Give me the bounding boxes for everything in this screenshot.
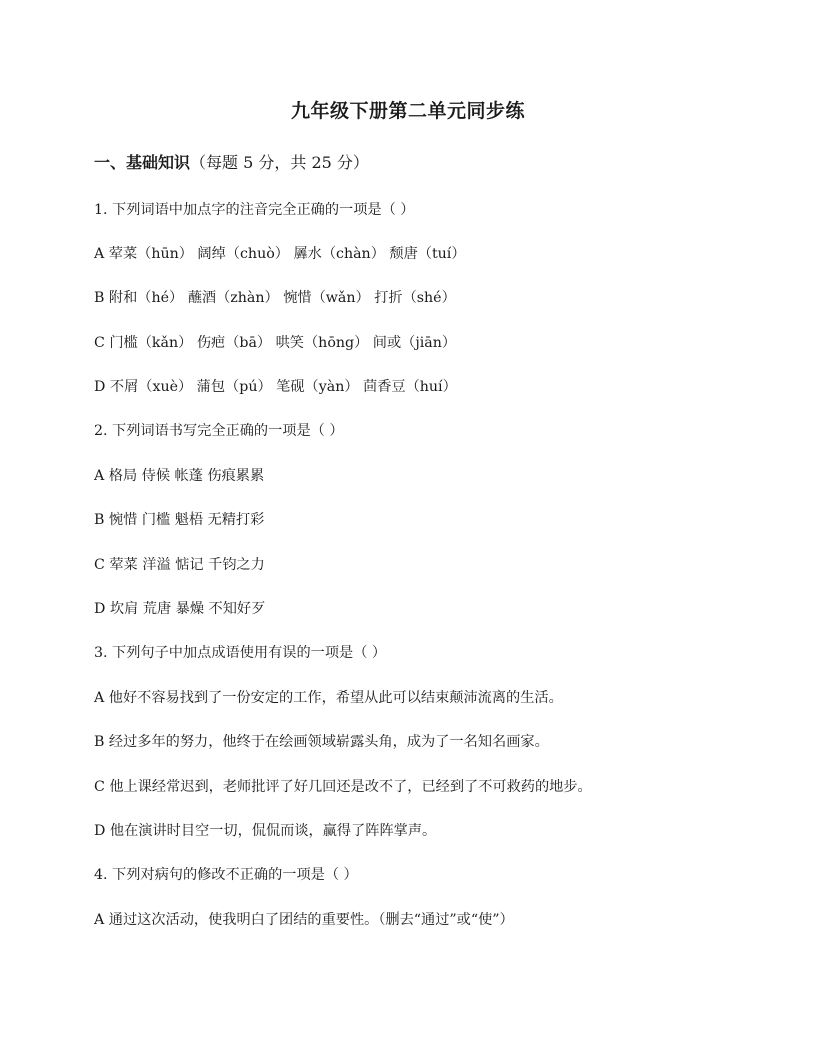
question-1-option-d: D 不屑（xuè） 蒲包（pú） 笔砚（yàn） 茴香豆（huí） [94,379,457,395]
question-3: 3. 下列句子中加点成语使用有误的一项是（ ） [94,645,387,661]
question-3-option-d: D 他在演讲时目空一切，侃侃而谈，赢得了阵阵掌声。 [94,823,437,839]
question-2-option-c: C 荤菜 洋溢 惦记 千钧之力 [94,557,265,573]
question-2-option-a: A 格局 侍候 帐蓬 伤痕累累 [94,468,265,484]
question-1-option-c: C 门槛（kǎn） 伤疤（bā） 哄笑（hōng） 间或（jiān） [94,335,457,351]
question-4: 4. 下列对病句的修改不正确的一项是（ ） [94,867,358,883]
section-heading-label: 一、基础知识 [94,153,191,172]
question-2-option-d: D 坎肩 荒唐 暴燥 不知好歹 [94,601,266,617]
section-score-note: （每题 5 分，共 25 分） [190,153,369,172]
question-1-option-a: A 荤菜（hūn） 阔绰（chuò） 羼水（chàn） 颓唐（tuí） [94,246,466,262]
page-title: 九年级下册第二单元同步练 [290,100,525,122]
question-3-option-b: B 经过多年的努力，他终于在绘画领域崭露头角，成为了一名知名画家。 [94,734,549,750]
question-1: 1. 下列词语中加点字的注音完全正确的一项是（ ） [94,202,415,218]
question-2-option-b: B 惋惜 门槛 魁梧 无精打彩 [94,512,265,528]
question-1-option-b: B 附和（hé） 蘸酒（zhàn） 惋惜（wǎn） 打折（shé） [94,290,456,306]
question-4-option-a: A 通过这次活动，使我明白了团结的重要性。（删去“通过”或“使”） [94,912,514,928]
question-3-option-a: A 他好不容易找到了一份安定的工作，希望从此可以结束颠沛流离的生活。 [94,690,563,706]
question-3-option-c: C 他上课经常迟到，老师批评了好几回还是改不了，已经到了不可救药的地步。 [94,779,592,795]
section-heading [94,150,369,173]
question-2: 2. 下列词语书写完全正确的一项是（ ） [94,423,344,439]
